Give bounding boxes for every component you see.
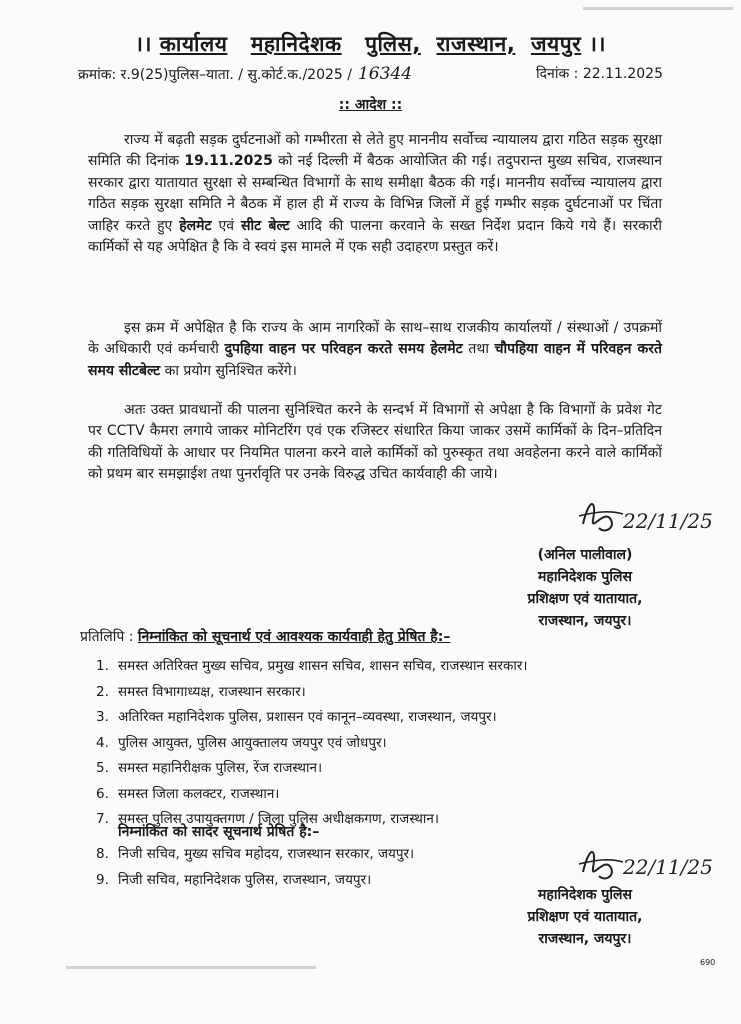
scan-artifact-footer: [66, 965, 316, 970]
signatory-designation: महानिदेशक पुलिस: [538, 569, 632, 585]
list-item: 2. समस्त विभागाध्यक्ष, राजस्थान सरकार।: [96, 683, 306, 700]
signatory-name: (अनिल पालीवाल): [537, 547, 633, 563]
list-item: 4. पुलिस आयुक्त, पुलिस आयुक्तालय जयपुर एवं जोधपुर।: [96, 734, 387, 751]
signatory-designation: महानिदेशक पुलिस: [538, 887, 632, 903]
copy-list-2: [96, 842, 414, 893]
handwritten-dispatch-number: 16344: [357, 64, 413, 84]
signatory-department: प्रशिक्षण एवं यातायात,: [527, 591, 643, 607]
list-item: 9. निजी सचिव, महानिदेशक पुलिस, राजस्थान, जयपुर।: [96, 871, 372, 888]
signatory-place: राजस्थान, जयपुर।: [538, 613, 632, 629]
page-number: 690: [700, 958, 716, 967]
list-item: 6. समस्त जिला कलक्टर, राजस्थान।: [96, 785, 280, 802]
paragraph-2: इस क्रम में अपेक्षित है कि राज्य के आम नागरिकों के साथ–साथ राजकीय कार्यालयों / संस्थाओं / उपक्रमों के अधिकारी एवं कर्मचारी दुपहिया वाहन पर परिवहन करते समय हेलमेट तथा चौपहिया वाहन में परिवहन करते समय सीटबेल्ट का प्रयोग सुनिश्चित करेंगे।: [88, 320, 662, 379]
order-heading: :: आदेश ::: [338, 97, 403, 113]
list-item: 7. समस्त पुलिस उपायुक्तगण / जिला पुलिस अधीक्षकगण, राजस्थान।: [96, 811, 440, 827]
paragraph-1: राज्य में बढ़ती सड़क दुर्घटनाओं को गम्भीरता से लेते हुए माननीय सर्वोच्च न्यायालय द्वारा गठित सड़क सुरक्षा समिति की दिनांक 19.11.2025 को नई दिल्ली में बैठक आयोजित की गई। तदुपरान्त मुख्य सचिव, राजस्थान सरकार द्वारा यातायात सुरक्षा से सम्बन्धित विभागों के साथ समीक्षा बैठक की गई। माननीय सर्वोच्च न्यायालय द्वारा गठित सड़क सुरक्षा समिति ने बैठक में हाल ही में राज्य के विभिन्न जिलों में हुई गम्भीर सड़क दुर्घटनाओं पर चिंता जाहिर करते हुए हेलमेट एवं सीट बेल्ट आदि की पालना करवाने के सख्त निर्देश प्रदान किये गये हैं। सरकारी कार्मिकों से यह अपेक्षित है कि वे स्वयं इस मामले में एक सही उदाहरण प्रस्तुत करें।: [88, 132, 662, 256]
signature-date-1: 22/11/25: [623, 509, 713, 533]
scan-artifact-top: [583, 4, 738, 16]
list-item: 1. समस्त अतिरिक्त मुख्य सचिव, प्रमुख शासन सचिव, शासन सचिव, राजस्थान सरकार।: [96, 658, 528, 674]
copy-heading: प्रतिलिपि : निम्नांकित को सूचनार्थ एवं आवश्यक कार्यवाही हेतु प्रेषित है:–: [80, 629, 451, 645]
signature-mark-1: [575, 490, 725, 540]
list-item: 8. निजी सचिव, मुख्य सचिव महोदय, राजस्थान सरकार, जयपुर।: [96, 846, 415, 862]
paragraph-3: अतः उक्त प्रावधानों की पालना सुनिश्चित करने के सन्दर्भ में विभागों से अपेक्षा है कि विभागों के प्रवेश गेट पर CCTV कैमरा लगाये जाकर मोनिटरिंग एवं एक रजिस्टर संधारित किया जाकर उसमें कार्मिकों के दिन–प्रतिदिन की गतिविधियों के आधार पर नियमित पालना करने वाले कार्मिकों को पुरुस्कृत तथा अवहेलना करने वाले कार्मिकों को प्रथम बार समझाईश तथा पुनर्रावृति पर उनके विरुद्ध उचित कार्यवाही की जाये।: [88, 402, 662, 483]
list-item: 3. अतिरिक्त महानिदेशक पुलिस, प्रशासन एवं कानून–व्यवस्था, राजस्थान, जयपुर।: [96, 709, 497, 725]
copy-subheading: निम्नांकित को सादर सूचनार्थ प्रेषित है:–: [118, 824, 320, 840]
signatory-block-2: [510, 884, 660, 950]
signature-mark-2: [575, 838, 725, 888]
order-date: दिनांक : 22.11.2025: [536, 66, 663, 82]
signatory-department: प्रशिक्षण एवं यातायात,: [527, 909, 643, 925]
office-title: ।। कार्यालय महानिदेशक पुलिस, राजस्थान, जयपुर ।।: [135, 32, 606, 56]
signature-date-2: 22/11/25: [623, 855, 713, 879]
list-item: 5. समस्त महानिरीक्षक पुलिस, रेंज राजस्थान।: [96, 760, 323, 776]
copy-list: [96, 654, 527, 833]
signatory-block-1: [510, 544, 660, 632]
reference-number: क्रमांक: र.9(25)पुलिस–याता. / सु.कोर्ट.क./2025 / 16344: [78, 64, 413, 84]
signatory-place: राजस्थान, जयपुर।: [538, 931, 632, 947]
